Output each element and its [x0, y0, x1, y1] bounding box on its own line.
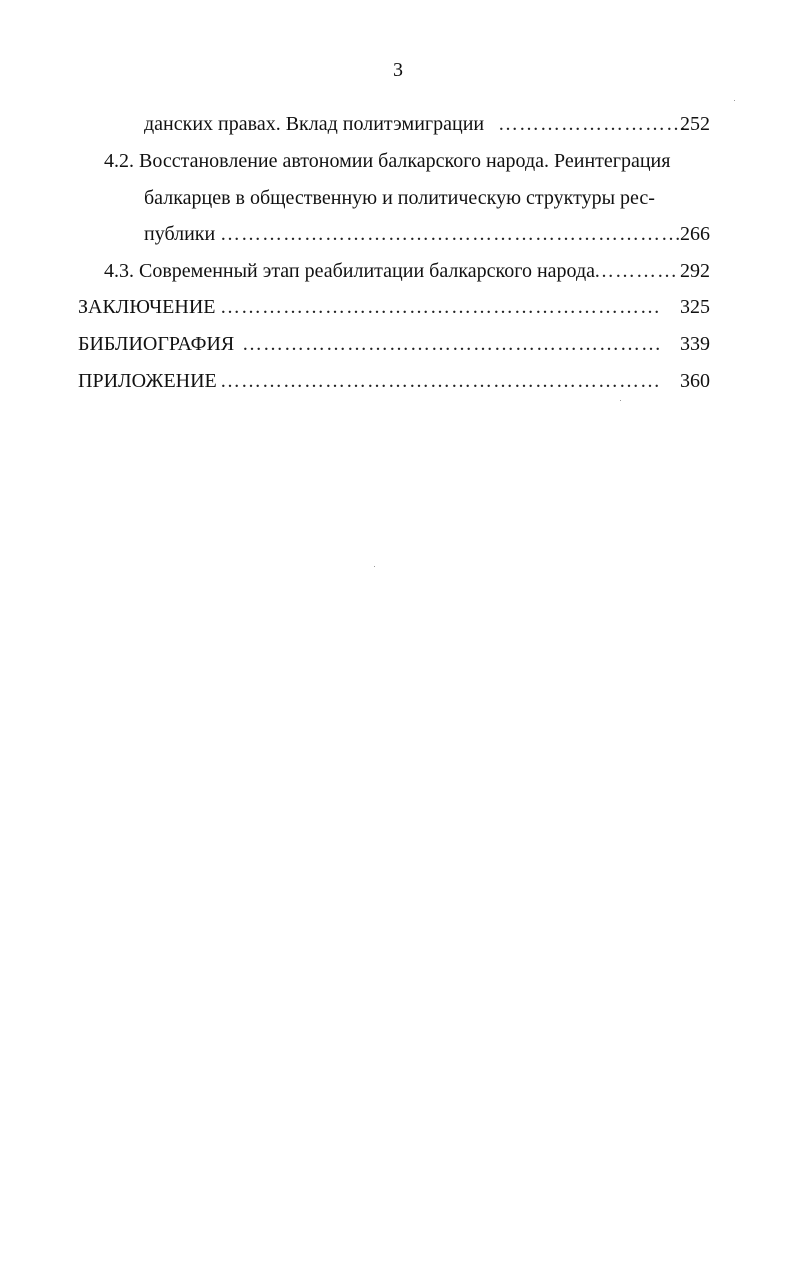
toc-page-ref: 325	[680, 296, 710, 318]
toc-leader-dots: ………………………………………………………	[220, 296, 661, 318]
toc-entry-conclusion	[0, 293, 796, 321]
toc-entry-text: БИБЛИОГРАФИЯ	[78, 333, 235, 355]
toc-leader-dots: …………………………………………………………	[220, 223, 682, 245]
scan-speck	[374, 566, 375, 567]
toc-leader-dots: ………………………	[498, 113, 687, 135]
toc-entry-appendix	[0, 367, 796, 395]
toc-entry-text: ЗАКЛЮЧЕНИЕ	[78, 296, 216, 318]
toc-leader-dots: ………………………………………………………	[220, 370, 661, 392]
toc-page-ref: 339	[680, 333, 710, 355]
toc-entry-text: балкарцев в общественную и политическую структуры рес-	[144, 187, 655, 209]
toc-entry-text: 4.3. Современный этап реабилитации балкарского народа	[104, 260, 595, 282]
toc-entry-text: ПРИЛОЖЕНИЕ	[78, 370, 217, 392]
toc-entry-text: 4.2. Восстановление автономии балкарского народа. Реинтеграция	[104, 150, 671, 172]
toc-entry-4-2	[0, 147, 796, 175]
toc-entry-text: данских правах. Вклад политэмиграции	[144, 113, 485, 135]
scan-speck	[734, 100, 735, 101]
toc-page-ref: 292	[680, 260, 710, 282]
toc-entry-text: публики	[144, 223, 216, 245]
toc-leader-dots: ……………………………………………………	[242, 333, 662, 355]
toc-page-ref: 266	[680, 223, 710, 245]
toc-page-ref: 252	[680, 113, 710, 135]
toc-page-ref: 360	[680, 370, 710, 392]
toc-entry-bibliography	[0, 330, 796, 358]
toc-entry-4-2-line-3	[0, 220, 796, 248]
toc-leader-dots: …………	[594, 260, 678, 282]
scan-speck	[620, 400, 621, 401]
toc-entry-4-3	[0, 257, 796, 285]
toc-entry-continuation	[0, 110, 796, 138]
toc-entry-4-2-line-2	[0, 184, 796, 212]
page-number: 3	[393, 59, 403, 81]
